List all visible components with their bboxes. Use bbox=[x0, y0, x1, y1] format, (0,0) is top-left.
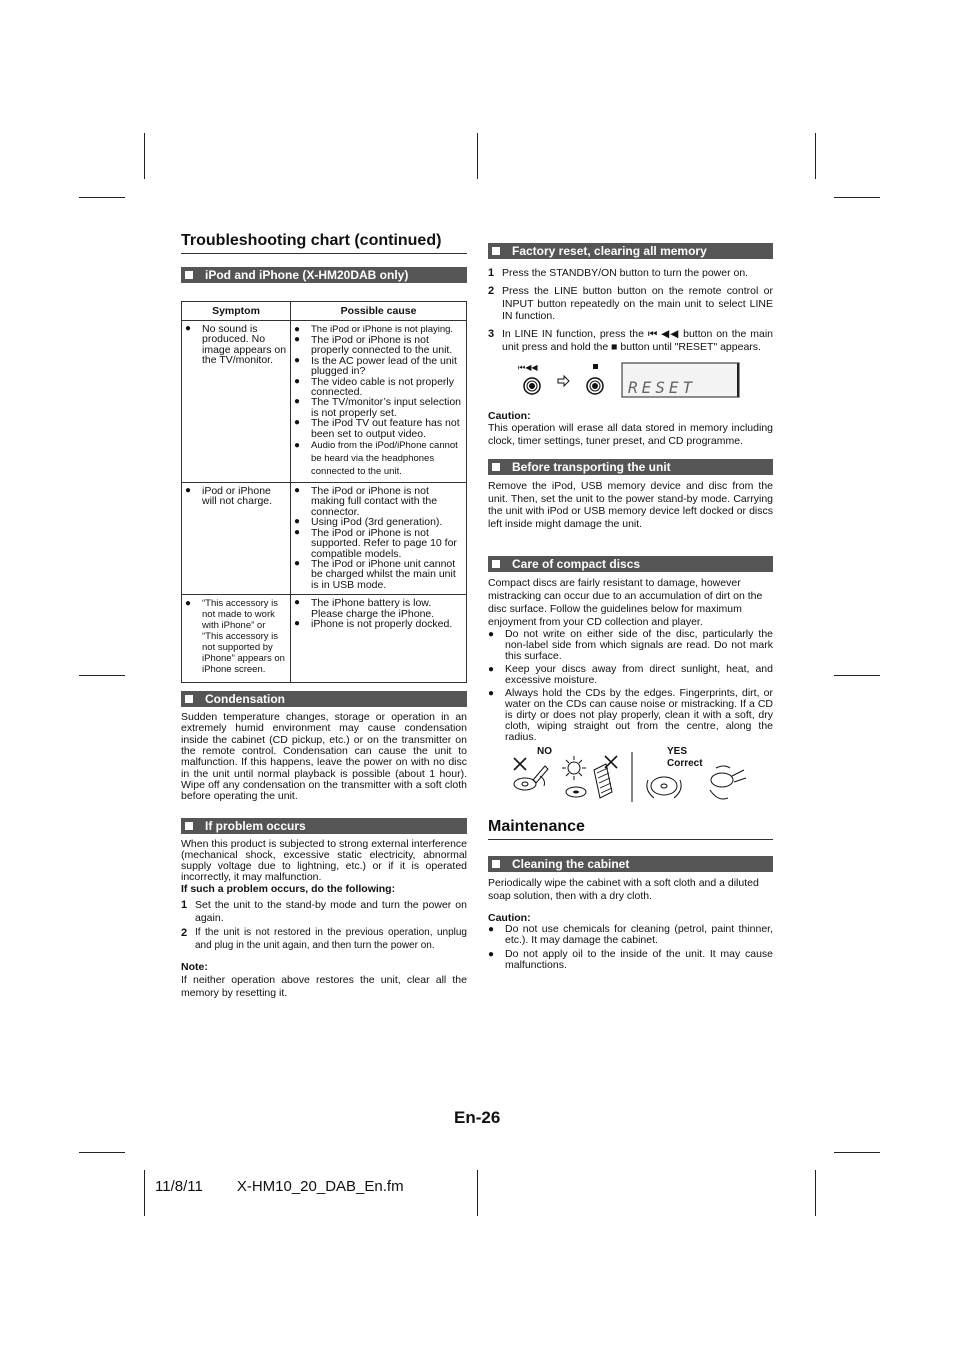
page-number: En-26 bbox=[454, 1108, 501, 1127]
cause-item: ● The iPhone battery is low. Please charge the iPhone. bbox=[294, 598, 463, 619]
factory-reset-heading: Factory reset, clearing all memory bbox=[488, 243, 773, 259]
reset-step: 1 Press the STANDBY/ON button to turn the power on. bbox=[488, 267, 749, 279]
cause-item: ● Audio from the iPod/iPhone cannot be heard via the headphones connected to the unit. bbox=[294, 439, 463, 478]
note-label: Note: bbox=[181, 961, 208, 974]
condensation-heading: Condensation bbox=[181, 691, 467, 707]
discs-intro: Compact discs are fairly resistant to damage, however mistracking can occur due to an accumulation of dirt on the disc surface. Follow the guidelines below for maximum enjoyment from your CD collection and player. bbox=[488, 576, 763, 628]
crop-mark bbox=[477, 133, 478, 179]
hand-cleaning-disc-icon bbox=[710, 766, 746, 799]
reset-step: 2 Press the LINE button button on the remote control or INPUT button repeatedly on the main unit to select LINE IN function. bbox=[488, 284, 773, 323]
disc-bullet: ● Keep your discs away from direct sunlight, heat, and excessive moisture. bbox=[488, 664, 773, 686]
no-label: NO bbox=[537, 745, 552, 757]
cause-item: ● The iPod or iPhone is not playing. bbox=[294, 324, 463, 335]
table-row bbox=[182, 483, 467, 595]
crop-mark bbox=[79, 1152, 125, 1153]
cross-icon bbox=[605, 756, 617, 768]
cleaning-bullet: ● Do not apply oil to the inside of the unit. It may cause malfunctions. bbox=[488, 949, 773, 972]
cleaning-caution-label: Caution: bbox=[488, 911, 531, 924]
disc-bullet: ● Always hold the CDs by the edges. Fingerprints, dirt, or water on the CDs can cause noise or mistracking. If a CD is dirty or does not play properly, clean it with a soft, dry cloth, wiping straight out from the centre, along the radius. bbox=[488, 688, 773, 743]
disc-bullet: ● Do not write on either side of the disc, particularly the non-label side from which signals are read. Do not mark this surface. bbox=[488, 629, 773, 662]
transport-heading: Before transporting the unit bbox=[488, 459, 773, 475]
cause-header: Possible cause bbox=[291, 302, 467, 321]
lcd-reset-text: RESET bbox=[628, 377, 697, 397]
cause-item: ● The iPod or iPhone is not making full contact with the connector. bbox=[294, 486, 463, 517]
cause-item: ● The iPod TV out feature has not been set to output video. bbox=[294, 418, 463, 439]
condensation-text: Sudden temperature changes, storage or operation in an extremely humid environment may cause condensation inside the cabinet (CD pickup, etc.) or on the transmitter on the remote control. Condensation can cause the unit to malfunction. If this happens, leave the power on with no disc in the unit until normal playback is possible (about 1 hour). Wipe off any condensation on the transmitter with a soft cloth before operating the unit. bbox=[181, 711, 467, 803]
cause-item: ● Using iPod (3rd generation). bbox=[294, 517, 463, 527]
skip-back-icon bbox=[518, 363, 538, 372]
stop-icon bbox=[593, 364, 598, 369]
crop-mark bbox=[477, 1170, 478, 1216]
cleaning-text: Periodically wipe the cabinet with a soft cloth and a diluted soap solution, then with a dry cloth. bbox=[488, 876, 759, 902]
reset-step: 3 In LINE IN function, press the ⏮ ◀◀ button on the main unit press and hold the ■ button until "RESET" appears. bbox=[488, 328, 773, 353]
hand-holding-disc-icon bbox=[647, 777, 681, 798]
transport-text: Remove the iPod, USB memory device and disc from the unit. Then, set the unit to the power stand-by mode. Carrying the unit with iPod or USB memory device left docked or discs left inside might damage the unit. bbox=[488, 479, 773, 531]
cause-item: ● The iPod or iPhone is not supported. Refer to page 10 for compatible models. bbox=[294, 528, 463, 559]
disc-illustrations bbox=[488, 746, 773, 806]
reset-caution-label: Caution: bbox=[488, 409, 531, 422]
reset-figure bbox=[488, 362, 773, 406]
problem-step: 2 If the unit is not restored in the previous operation, unplug and plug in the unit again, and then turn the power on. bbox=[181, 926, 467, 951]
note-text: If neither operation above restores the unit, clear all the memory by resetting it. bbox=[181, 974, 467, 1000]
cause-item: ● The iPod or iPhone is not properly connected to the unit. bbox=[294, 335, 463, 356]
disc-handling-figure bbox=[488, 746, 773, 806]
cause-item: ● The TV/monitor’s input selection is not properly set. bbox=[294, 397, 463, 418]
reset-caution-text: This operation will erase all data stored in memory including clock, timer settings, tuner preset, and CD programme. bbox=[488, 421, 773, 447]
problem-heading: If problem occurs bbox=[181, 818, 467, 834]
section-title: Troubleshooting chart (continued) bbox=[181, 232, 467, 254]
crop-mark bbox=[144, 1170, 145, 1216]
correct-label: Correct bbox=[667, 757, 703, 769]
crop-mark bbox=[815, 133, 816, 179]
dial-button-icon bbox=[524, 378, 540, 394]
cleaning-bullet: ● Do not use chemicals for cleaning (petrol, paint thinner, etc.). It may damage the cabinet. bbox=[488, 924, 773, 947]
discs-heading: Care of compact discs bbox=[488, 556, 773, 572]
reset-diagram bbox=[488, 362, 773, 406]
problem-subheading: If such a problem occurs, do the following: bbox=[181, 882, 396, 895]
cleaning-heading: Cleaning the cabinet bbox=[488, 856, 773, 872]
cause-item: ● iPhone is not properly docked. bbox=[294, 619, 463, 629]
yes-label: YES bbox=[667, 745, 688, 757]
symptom-text: ● iPod or iPhone will not charge. bbox=[185, 486, 287, 507]
left-column bbox=[181, 232, 467, 1000]
ipod-heading: iPod and iPhone (X-HM20DAB only) bbox=[181, 267, 467, 283]
crop-mark bbox=[144, 133, 145, 179]
problem-text: When this product is subjected to strong external interference (mechanical shock, excessive static electricity, abnormal supply voltage due to lightning, etc.) or if it is operated incorrectly, it may malfunction. bbox=[181, 837, 467, 884]
disc-icon bbox=[566, 787, 586, 797]
crop-mark bbox=[834, 675, 880, 676]
symptom-text: ● “This accessory is not made to work with iPhone” or “This accessory is not supported by iPhone” appears on iPhone screen. bbox=[185, 598, 287, 675]
cause-item: ● Is the AC power lead of the unit plugged in? bbox=[294, 356, 463, 377]
problem-step: 1 Set the unit to the stand-by mode and turn the power on again. bbox=[181, 899, 467, 925]
crop-mark bbox=[834, 1152, 880, 1153]
maintenance-title: Maintenance bbox=[488, 818, 773, 840]
sun-icon bbox=[562, 756, 586, 780]
troubleshooting-table bbox=[181, 301, 467, 683]
crop-mark bbox=[815, 1170, 816, 1216]
cause-item: ● The iPod or iPhone unit cannot be charged whilst the main unit is in USB mode. bbox=[294, 559, 463, 590]
cross-icon bbox=[514, 758, 526, 770]
symptom-text: ● No sound is produced. No image appears on the TV/monitor. bbox=[185, 324, 287, 366]
crop-mark bbox=[834, 197, 880, 198]
arrow-right-icon bbox=[558, 376, 569, 386]
heater-icon bbox=[594, 764, 612, 798]
table-row bbox=[182, 321, 467, 483]
right-column bbox=[488, 243, 773, 972]
cause-item: ● The video cable is not properly connected. bbox=[294, 377, 463, 398]
crop-mark bbox=[79, 675, 125, 676]
dial-button-icon bbox=[587, 378, 603, 394]
svg-text:⏮◀◀: ⏮◀◀ bbox=[518, 362, 538, 372]
crop-mark bbox=[79, 197, 125, 198]
symptom-header: Symptom bbox=[182, 302, 291, 321]
table-row bbox=[182, 595, 467, 683]
footer-info: 11/8/11 X-HM10_20_DAB_En.fm bbox=[155, 1178, 404, 1195]
disc-writing-icon bbox=[514, 766, 548, 790]
